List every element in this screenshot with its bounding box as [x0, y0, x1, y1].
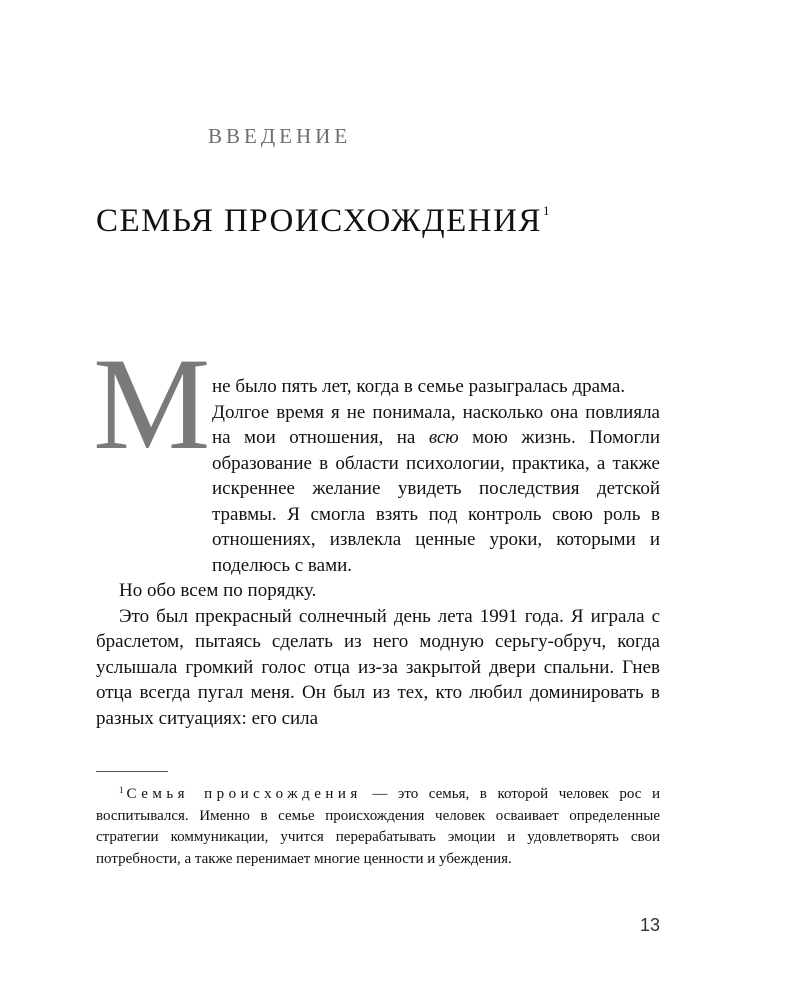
chapter-title	[96, 203, 549, 240]
footnote-paragraph	[96, 780, 660, 870]
emphasis-word: всю	[428, 427, 459, 448]
footnote-number: 1	[119, 785, 124, 795]
footnote-text: — это семья, в которой человек рос и воспитывался. Именно в семье происхождения человек осваивает определенные стратегии коммуникации, учится перерабатывать эмоции и удовлетворять свои потребности, а также перенимает многие ценности и убеждения.	[96, 786, 660, 867]
paragraph-2-start: Долгое время я не понимала, насколько она повлияла на мои отношения, на	[212, 401, 660, 448]
paragraph-2	[96, 400, 660, 579]
footnote-divider	[96, 771, 168, 772]
paragraph-4: Это был прекрасный солнечный день лета 1991 года. Я играла с браслетом, пытаясь сделать из него модную серьгу-обруч, когда услышала громкий голос отца из-за закрытой двери спальни. Гнев отца всегда пугал меня. Он был из тех, кто любил доминировать в разных ситуациях: его сила	[96, 605, 660, 729]
section-label: ВВЕДЕНИЕ	[208, 124, 352, 148]
paragraph-2-end: мою жизнь. Помогли образование в области психологии, практика, а также искреннее желание увидеть последствия детской травмы. Я смогла взять под контроль свою роль в отношениях, извлекла ценные уроки, которыми и поделюсь с вами.	[212, 427, 661, 576]
body-text	[96, 374, 660, 731]
footnote-term: Семья происхождения	[126, 786, 362, 802]
drop-cap: М	[93, 330, 211, 477]
footnote-reference: 1	[542, 203, 550, 218]
footnote	[96, 780, 660, 870]
paragraph-1: не было пять лет, когда в семье разыгралась драма.	[212, 376, 626, 397]
chapter-title-text: СЕМЬЯ ПРОИСХОЖДЕНИЯ	[96, 203, 542, 239]
page-number: 13	[639, 915, 660, 935]
paragraph-3: Но обо всем по порядку.	[119, 580, 317, 601]
